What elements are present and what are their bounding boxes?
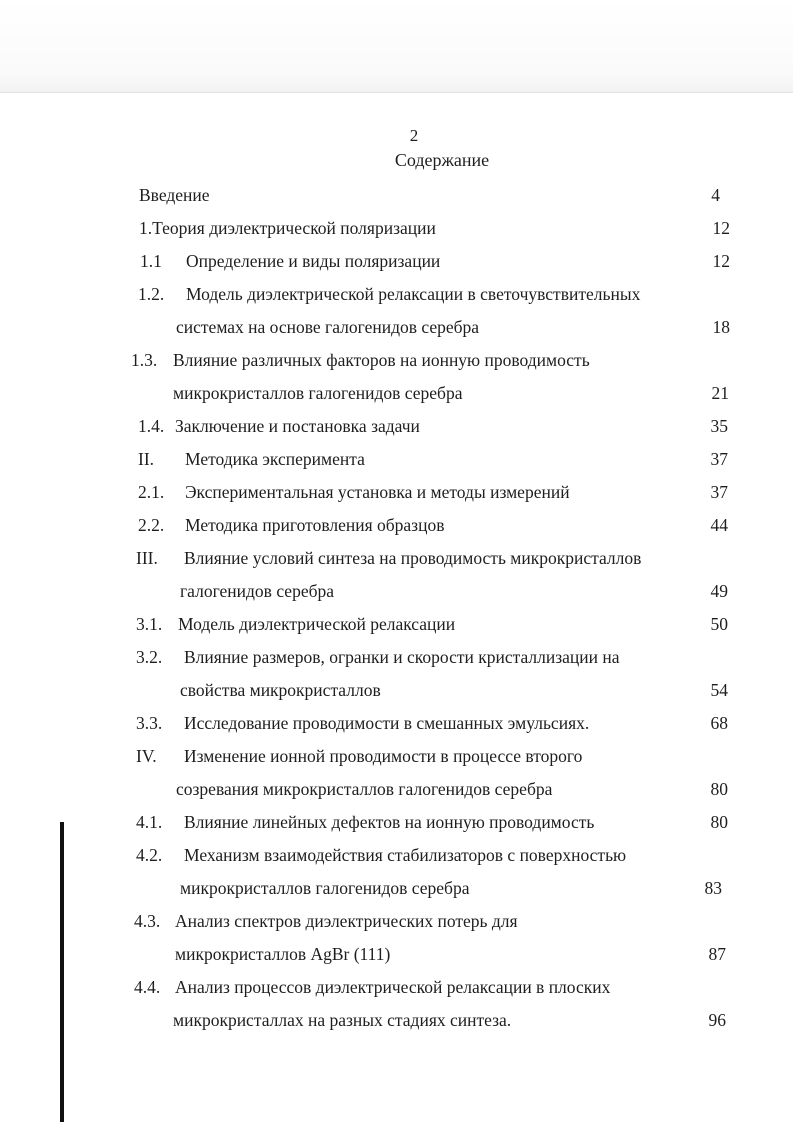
toc-entry-text: Заключение и постановка задачи bbox=[175, 416, 420, 436]
scan-page-edge bbox=[0, 92, 793, 93]
toc-entry-number: 4.2. bbox=[136, 845, 163, 865]
toc-entry-text: Экспериментальная установка и методы измерений bbox=[185, 482, 570, 502]
toc-entry-text: Анализ спектров диэлектрических потерь для bbox=[175, 911, 518, 931]
toc-entry-text: Анализ процессов диэлектрической релаксации в плоских bbox=[175, 977, 611, 997]
toc-entry-text: Методика приготовления образцов bbox=[185, 515, 445, 535]
scan-binding-mark bbox=[60, 822, 64, 1122]
toc-entry-number: 3.1. bbox=[136, 614, 163, 634]
toc-entry-number: 2.2. bbox=[138, 515, 165, 535]
toc-entry-number: 4.1. bbox=[136, 812, 163, 832]
scan-top-shading bbox=[0, 0, 793, 92]
toc-entry-text: Механизм взаимодействия стабилизаторов с поверхностью bbox=[184, 845, 627, 865]
toc-entry-text: Изменение ионной проводимости в процессе второго bbox=[184, 746, 583, 766]
toc-entry-text: Влияние линейных дефектов на ионную проводимость bbox=[184, 812, 595, 832]
toc-page-number: 37 bbox=[710, 449, 728, 469]
toc-entry-text: Теория диэлектрической поляризации bbox=[152, 218, 436, 238]
toc-entry-text: Определение и виды поляризации bbox=[186, 251, 441, 271]
toc-page-number: 54 bbox=[710, 680, 728, 700]
toc-page-number: 12 bbox=[712, 251, 730, 271]
toc-page-number: 83 bbox=[704, 878, 722, 898]
toc-page-number: 37 bbox=[710, 482, 728, 502]
toc-entry-continuation: галогенидов серебра bbox=[180, 581, 335, 601]
toc-entry-number: 1.1 bbox=[140, 251, 162, 271]
toc-entry-text: Модель диэлектрической релаксации bbox=[178, 614, 456, 634]
toc-page-number: 80 bbox=[710, 812, 728, 832]
toc-page-number: 12 bbox=[712, 218, 730, 238]
toc-entry-number: 4.3. bbox=[134, 911, 161, 931]
toc-entry-1 bbox=[139, 217, 436, 239]
toc-page-number: 21 bbox=[711, 383, 729, 403]
toc-entry-text: Методика эксперимента bbox=[185, 449, 365, 469]
toc-page-number: 87 bbox=[708, 944, 726, 964]
toc-entry-number: 1. bbox=[139, 218, 153, 238]
toc-page-number: 68 bbox=[710, 713, 728, 733]
toc-entry-number: 4.4. bbox=[134, 977, 161, 997]
toc-page-number: 35 bbox=[710, 416, 728, 436]
toc-page-number: 49 bbox=[710, 581, 728, 601]
toc-entry-continuation: свойства микрокристаллов bbox=[180, 680, 381, 700]
toc-entry-number: IV. bbox=[136, 746, 157, 766]
page-number: 2 bbox=[409, 126, 419, 145]
toc-entry-number: 3.2. bbox=[136, 647, 163, 667]
toc-entry-number: 1.2. bbox=[138, 284, 165, 304]
toc-entry-text: Введение bbox=[139, 185, 210, 205]
toc-entry-number: 3.3. bbox=[136, 713, 163, 733]
toc-entry-number: III. bbox=[136, 548, 158, 568]
toc-page-number: 4 bbox=[711, 185, 720, 205]
toc-title: Содержание bbox=[394, 150, 490, 170]
toc-entry-continuation: созревания микрокристаллов галогенидов серебра bbox=[176, 779, 553, 799]
toc-page-number: 50 bbox=[710, 614, 728, 634]
toc-page-number: 18 bbox=[712, 317, 730, 337]
toc-entry-continuation: системах на основе галогенидов серебра bbox=[176, 317, 480, 337]
toc-page-number: 44 bbox=[710, 515, 728, 535]
toc-entry-number: 1.4. bbox=[138, 416, 165, 436]
toc-entry-text: Влияние условий синтеза на проводимость микрокристаллов bbox=[184, 548, 642, 568]
toc-entry-continuation: микрокристаллов галогенидов серебра bbox=[173, 383, 463, 403]
toc-entry-continuation: микрокристаллов галогенидов серебра bbox=[180, 878, 470, 898]
toc-entry-continuation: микрокристаллах на разных стадиях синтеза. bbox=[173, 1010, 512, 1030]
toc-entry-text: Исследование проводимости в смешанных эмульсиях. bbox=[184, 713, 590, 733]
toc-entry-number: II. bbox=[138, 449, 155, 469]
toc-entry-number: 2.1. bbox=[138, 482, 165, 502]
toc-page-number: 96 bbox=[708, 1010, 726, 1030]
toc-entry-continuation: микрокристаллов AgBr (111) bbox=[175, 944, 391, 964]
toc-entry-text: Влияние различных факторов на ионную проводимость bbox=[173, 350, 590, 370]
toc-entry-text: Модель диэлектрической релаксации в светочувствительных bbox=[186, 284, 641, 304]
toc-entry-number: 1.3. bbox=[131, 350, 158, 370]
toc-entry-text: Влияние размеров, огранки и скорости кристаллизации на bbox=[184, 647, 620, 667]
toc-page-number: 80 bbox=[710, 779, 728, 799]
